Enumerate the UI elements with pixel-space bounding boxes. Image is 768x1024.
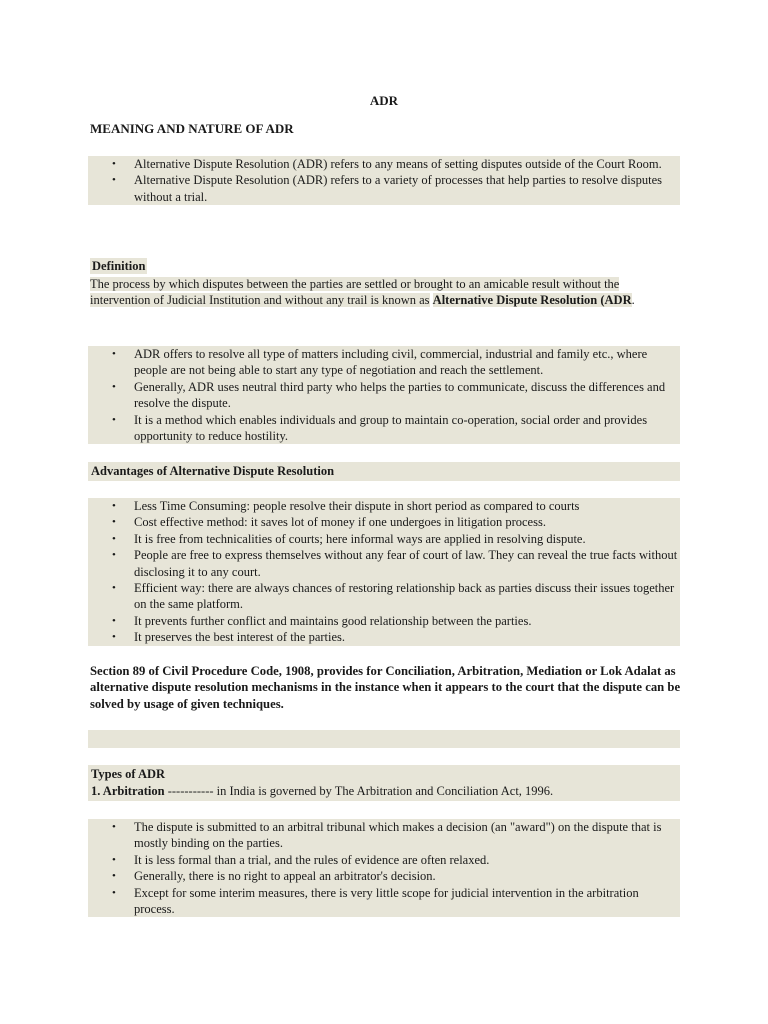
- list-item: • It prevents further conflict and maintains good relationship between the parties.: [88, 613, 680, 629]
- definition-body: The process by which disputes between the parties are settled or brought to an amicable result without the intervention of Judicial Institution and without any trail is known as: [90, 277, 620, 308]
- document-title: ADR: [369, 93, 399, 108]
- list-item: • It preserves the best interest of the parties.: [88, 629, 680, 645]
- types-heading-box: [88, 765, 680, 801]
- advantages-list-box: [88, 498, 680, 646]
- arbitration-act: ----------- in India is governed by The Arbitration and Conciliation Act, 1996.: [164, 784, 554, 798]
- meaning-list-box: [88, 156, 680, 205]
- list-item: • It is free from technicalities of courts; here informal ways are applied in resolving dispute.: [88, 531, 680, 547]
- advantages-list: [88, 498, 680, 646]
- definition-text: [90, 276, 680, 309]
- advantages-heading-bar: [88, 462, 680, 481]
- definition-end: .: [631, 293, 635, 308]
- arbitration-line: [91, 783, 553, 799]
- arbitration-label: 1. Arbitration: [91, 784, 165, 798]
- list-item: • Generally, ADR uses neutral third party who helps the parties to communicate, discuss the differences and resolve the dispute.: [88, 379, 680, 412]
- list-item: • The dispute is submitted to an arbitral tribunal which makes a decision (an "award") on the dispute that is mostly binding on the parties.: [88, 819, 680, 852]
- list-item: • Efficient way: there are always chances of restoring relationship back as parties discuss their issues together on the same platform.: [88, 580, 680, 613]
- definition-heading: Definition: [92, 259, 146, 273]
- list-item: • Cost effective method: it saves lot of money if one undergoes in litigation process.: [88, 514, 680, 530]
- list-item: • Alternative Dispute Resolution (ADR) refers to any means of setting disputes outside of the Court Room.: [88, 156, 680, 172]
- meaning-heading: MEANING AND NATURE OF ADR: [90, 121, 294, 136]
- blank-highlight-bar: [88, 730, 680, 748]
- list-item: • Less Time Consuming: people resolve their dispute in short period as compared to courts: [88, 498, 680, 514]
- definition-term: Alternative Dispute Resolution (ADR: [432, 293, 632, 308]
- list-item: • Generally, there is no right to appeal an arbitrator's decision.: [88, 868, 680, 884]
- list-item: • It is a method which enables individuals and group to maintain co-operation, social order and provides opportunity to reduce hostility.: [88, 412, 680, 445]
- list-item: • Alternative Dispute Resolution (ADR) refers to a variety of processes that help parties to resolve disputes without a trial.: [88, 172, 680, 205]
- list-item: • It is less formal than a trial, and the rules of evidence are often relaxed.: [88, 852, 680, 868]
- list-item: • ADR offers to resolve all type of matters including civil, commercial, industrial and family etc., where people are not being able to start any type of negotiation and reach the settlement.: [88, 346, 680, 379]
- definition-list: [88, 346, 680, 444]
- list-item: • People are free to express themselves without any fear of court of law. They can reveal the true facts without disclosing it to any court.: [88, 547, 680, 580]
- section-89-paragraph: Section 89 of Civil Procedure Code, 1908, provides for Conciliation, Arbitration, Mediation or Lok Adalat as alternative dispute resolution mechanisms in the instance when it appears to the court that the dispute can be solved by usage of given techniques.: [90, 664, 681, 711]
- definition-list-box: [88, 346, 680, 444]
- types-heading: Types of ADR: [91, 767, 166, 781]
- meaning-list: [88, 156, 680, 205]
- list-item: • Except for some interim measures, there is very little scope for judicial intervention in the arbitration process.: [88, 885, 680, 918]
- advantages-heading: Advantages of Alternative Dispute Resolution: [91, 464, 335, 478]
- arbitration-list: [88, 819, 680, 917]
- arbitration-list-box: [88, 819, 680, 917]
